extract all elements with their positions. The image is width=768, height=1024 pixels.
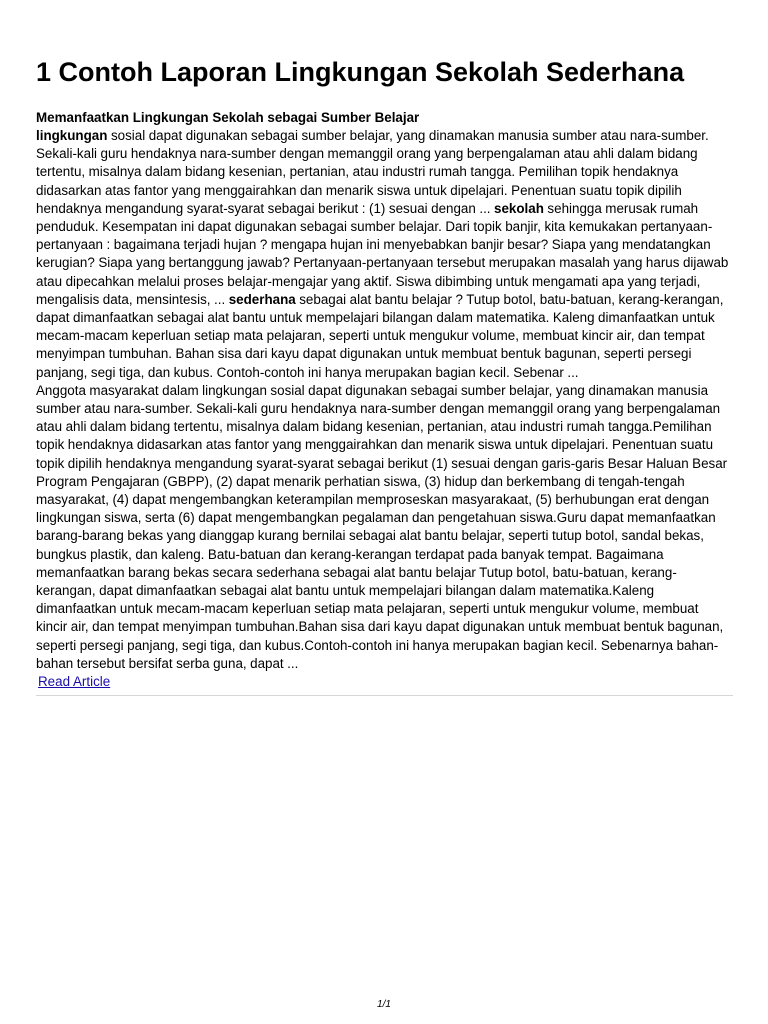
- document-page: [36, 54, 733, 696]
- text-run: sebagai alat bantu belajar ? Tutup botol, batu-batuan, kerang-kerangan, dapat dimanfaatkan sebagai alat bantu untuk mempelajari bilangan dalam matematika. Kaleng dimanfaatkan untuk mecam-macam keperluan setiap mata pelajaran, seperti untuk mengukur volume, membuat kincir air, dan tempat menyimpan tumbuhan. Bahan sisa dari kayu dapat digunakan untuk membuat bentuk bagunan, seperti persegi panjang, segi tiga, dan kubus. Contoh-contoh ini hanya merupakan bagian kecil. Sebenar ...: [36, 291, 724, 380]
- paragraph-excerpt: [36, 127, 733, 382]
- highlighted-keyword: sederhana: [228, 291, 296, 307]
- section-heading: Memanfaatkan Lingkungan Sekolah sebagai Sumber Belajar: [36, 110, 420, 125]
- highlighted-keyword: lingkungan: [36, 128, 108, 143]
- page-title: 1 Contoh Laporan Lingkungan Sekolah Sederhana: [36, 57, 685, 87]
- page-number: 1/1: [377, 999, 391, 1010]
- text-run: sehingga merusak rumah penduduk. Kesempatan ini dapat digunakan sebagai sumber belajar. Dari topik banjir, kita kemukakan pertanyaan-pertanyaan : bagaimana terjadi hujan ? mengapa hujan ini menyebabkan banjir besar? Siapa yang mendatangkan kerugian? Siapa yang bertanggung jawab? Pertanyaan-pertanyaan tersebut merupakan masalah yang harus dijawab atau dipecahkan melalui proses belajar-mengajar yang aktif. Siswa dibimbing untuk mengamati apa yang terjadi, mengalisis data, mensintesis, ...: [36, 200, 729, 307]
- text-run: sosial dapat digunakan sebagai sumber belajar, yang dinamakan manusia sumber atau nara-sumber. Sekali-kali guru hendaknya nara-sumber dengan memanggil orang yang berpengalaman atau ahli dalam bidang tertentu, misalnya dalam bidang kesenian, pertanian, atau industri rumah tangga. Pemilihan topik hendaknya didasarkan atas fantor yang menggairahkan dan menarik siswa untuk dipelajari. Penentuan suatu topik dipilih hendaknya mengandung syarat-syarat sebagai berikut : (1) sesuai dengan ...: [36, 128, 709, 216]
- read-article-link[interactable]: Read Article: [38, 674, 111, 690]
- highlighted-keyword: sekolah: [494, 200, 544, 216]
- paragraph-body: Anggota masyarakat dalam lingkungan sosial dapat digunakan sebagai sumber belajar, yang dinamakan manusia sumber atau nara-sumber. Sekali-kali guru hendaknya nara-sumber dengan memanggil orang yang berpengalaman atau ahli dalam bidang tertentu, misalnya dalam bidang kesenian, pertanian, atau industri rumah tangga.Pemilihan topik hendaknya didasarkan atas fantor yang menggairahkan dan menarik siswa untuk dipelajari. Penentuan suatu topik dipilih hendaknya mengandung syarat-syarat sebagai berikut (1) sesuai dengan garis-garis Besar Haluan Besar Program Pengajaran (GBPP), (2) dapat menarik perhatian siswa, (3) hidup dan berkembang di tengah-tengah masyarakat, (4) dapat mengembangkan keterampilan memproseskan masyarakaat, (5) berhubungan erat dengan lingkungan siswa, serta (6) dapat mengembangkan pegalaman dan pengetahuan siswa.Guru dapat memanfaatkan barang-barang bekas yang dianggap kurang bernilai sebagai alat bantu belajar, seperti tutup botol, sandal bekas, bungkus plastik, dan kaleng. Batu-batuan dan kerang-kerangan terdapat pada banyak tempat. Bagaimana memanfaatkan barang bekas secara sederhana sebagai alat bantu belajar Tutup botol, batu-batuan, kerang-kerangan, dapat dimanfaatkan sebagai alat bantu untuk mempelajari bilangan dalam matematika.Kaleng dimanfaatkan untuk mecam-macam keperluan setiap mata pelajaran, seperti untuk mengukur volume, membuat kincir air, dan tempat menyimpan tumbuhan.Bahan sisa dari kayu dapat digunakan untuk membuat bentuk bagunan, seperti persegi panjang, segi tiga, dan kubus.Contoh-contoh ini hanya merupakan bagian kecil. Sebenarnya bahan-bahan tersebut bersifat serba guna, dapat ...: [36, 382, 728, 671]
- divider: [36, 695, 733, 696]
